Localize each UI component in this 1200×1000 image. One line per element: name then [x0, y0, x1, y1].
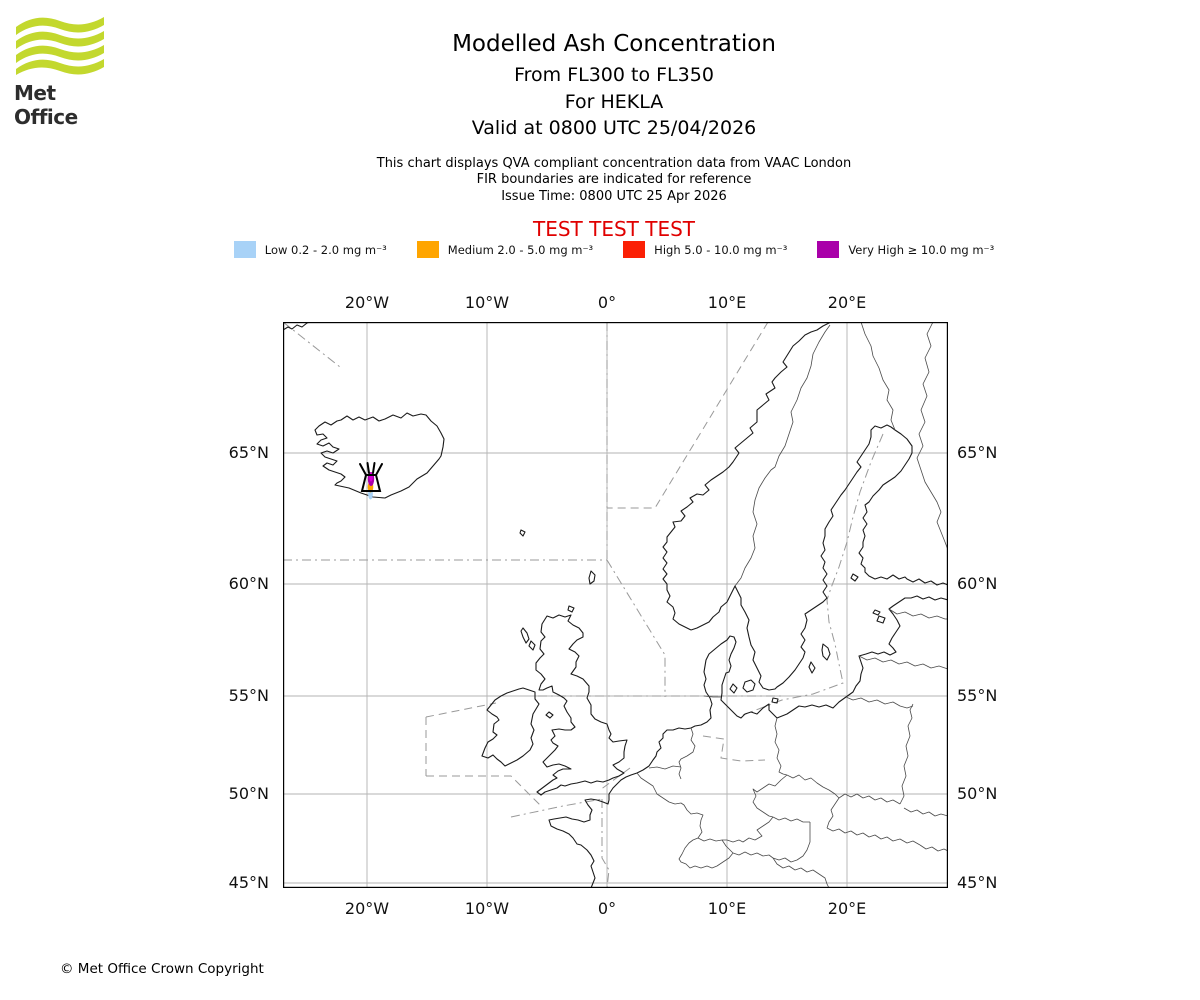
- legend-label: Low 0.2 - 2.0 mg m⁻³: [264, 242, 387, 257]
- country-borders: [637, 322, 948, 888]
- copyright-text: © Met Office Crown Copyright: [60, 961, 264, 977]
- legend-swatch-3: [817, 241, 839, 258]
- info-line-issue-time: Issue Time: 0800 UTC 25 Apr 2026: [501, 188, 727, 204]
- subtitle-valid-time: Valid at 0800 UTC 25/04/2026: [471, 117, 757, 139]
- legend-item-medium: [417, 241, 593, 258]
- y-tick-label: 65°N: [957, 443, 998, 462]
- x-tick-label: 10°W: [464, 899, 510, 918]
- legend-label: Medium 2.0 - 5.0 mg m⁻³: [447, 242, 594, 257]
- y-tick-label: 55°N: [957, 686, 998, 705]
- x-tick-label: 20°W: [344, 899, 390, 918]
- x-tick-label: 10°W: [464, 293, 510, 312]
- map: [228, 293, 998, 918]
- map-canvas: [283, 322, 948, 888]
- test-banner: TEST TEST TEST: [532, 217, 695, 241]
- legend-swatch-1: [417, 241, 439, 258]
- legend-label: High 5.0 - 10.0 mg m⁻³: [654, 242, 788, 257]
- subtitle-flight-levels: From FL300 to FL350: [514, 64, 714, 86]
- ash-plume: [368, 472, 375, 500]
- y-tick-label: 55°N: [228, 686, 269, 705]
- coastlines: [283, 322, 948, 888]
- y-tick-label: 45°N: [228, 873, 269, 892]
- fir-boundaries: [283, 322, 883, 888]
- legend-label: Very High ≥ 10.0 mg m⁻³: [848, 242, 995, 257]
- legend-item-low: [234, 241, 387, 258]
- x-tick-label: 20°W: [344, 293, 390, 312]
- y-tick-label: 45°N: [957, 873, 998, 892]
- map-frame: [284, 323, 948, 888]
- x-tick-label: 20°E: [827, 293, 867, 312]
- y-tick-label: 50°N: [957, 784, 998, 803]
- legend-swatch-0: [234, 241, 256, 258]
- x-tick-label: 10°E: [707, 293, 747, 312]
- legend-item-very-high: [817, 241, 994, 258]
- page-title: Modelled Ash Concentration: [452, 31, 776, 57]
- legend-item-high: [623, 241, 787, 258]
- x-tick-label: 10°E: [707, 899, 747, 918]
- y-tick-label: 50°N: [228, 784, 269, 803]
- info-line-fir: FIR boundaries are indicated for reference: [476, 172, 752, 187]
- concentration-legend: [0, 241, 1200, 258]
- info-block: [0, 156, 1200, 206]
- logo-wordmark: Met Office: [14, 81, 78, 129]
- header-block: [0, 0, 1200, 241]
- gridlines: [283, 322, 948, 888]
- legend-swatch-2: [623, 241, 645, 258]
- info-line-qva: This chart displays QVA compliant concentration data from VAAC London: [376, 155, 852, 171]
- y-tick-label: 65°N: [228, 443, 269, 462]
- x-tick-label: 20°E: [827, 899, 867, 918]
- x-tick-label: 0°: [597, 899, 617, 918]
- y-tick-label: 60°N: [228, 574, 269, 593]
- subtitle-volcano: For HEKLA: [564, 90, 664, 113]
- y-tick-label: 60°N: [957, 574, 998, 593]
- x-tick-label: 0°: [597, 293, 617, 312]
